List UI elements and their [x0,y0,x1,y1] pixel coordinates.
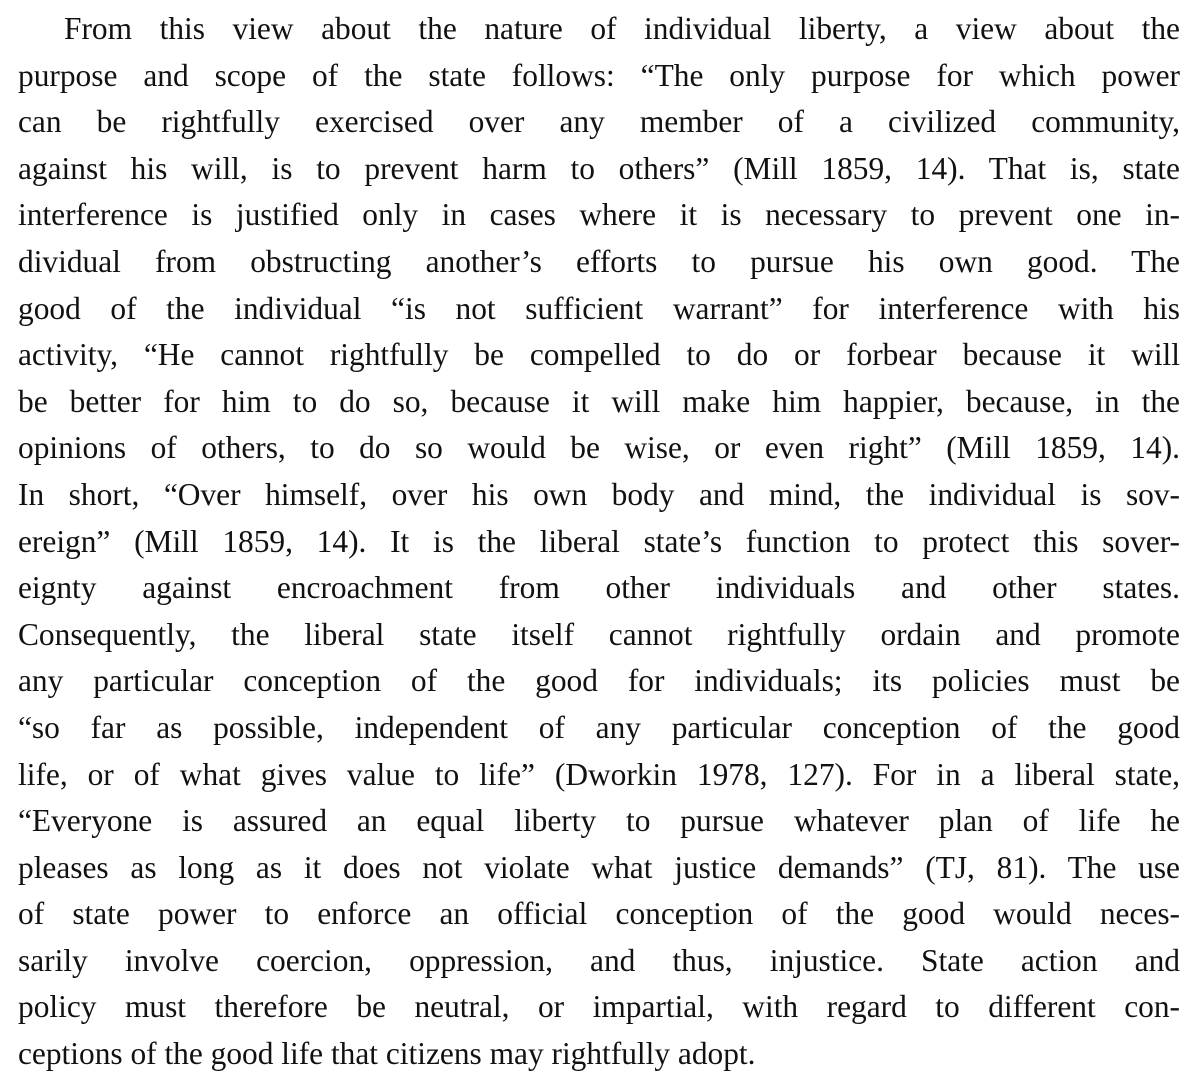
text-line: any particular conception of the good for individuals; its policies must be [18,663,1180,699]
text-line: “Everyone is assured an equal liberty to pursue whatever plan of life he [18,803,1180,839]
text-line: sarily involve coercion, oppression, and thus, injustice. State action and [18,942,1180,978]
text-line: interference is justified only in cases where it is necessary to prevent one in- [18,197,1180,233]
text-line: “so far as possible, independent of any particular conception of the good [18,709,1180,745]
text-line: opinions of others, to do so would be wise, or even right” (Mill 1859, 14). [18,430,1180,466]
text-line: of state power to enforce an official conception of the good would neces- [18,896,1180,932]
document-page [18,6,1180,1078]
text-line: purpose and scope of the state follows: “The only purpose for which power [18,57,1180,93]
body-paragraph [18,6,1180,1078]
text-line: life, or of what gives value to life” (Dworkin 1978, 127). For in a liberal state, [18,756,1180,792]
text-line: can be rightfully exercised over any member of a civilized community, [18,104,1180,140]
text-line: ceptions of the good life that citizens may rightfully adopt. [18,1036,756,1072]
text-line: against his will, is to prevent harm to others” (Mill 1859, 14). That is, state [18,150,1180,186]
text-line: good of the individual “is not sufficient warrant” for interference with his [18,290,1180,326]
text-line: activity, “He cannot rightfully be compelled to do or forbear because it will [18,337,1180,373]
text-line: dividual from obstructing another’s efforts to pursue his own good. The [18,243,1180,279]
text-line: policy must therefore be neutral, or impartial, with regard to different con- [18,989,1180,1025]
text-line: Consequently, the liberal state itself cannot rightfully ordain and promote [18,616,1180,652]
text-line: In short, “Over himself, over his own body and mind, the individual is sov- [18,476,1180,512]
text-line: eignty against encroachment from other individuals and other states. [18,570,1180,606]
text-line: pleases as long as it does not violate what justice demands” (TJ, 81). The use [18,849,1180,885]
text-line: ereign” (Mill 1859, 14). It is the liberal state’s function to protect this sover- [18,523,1180,559]
text-line: be better for him to do so, because it will make him happier, because, in the [18,383,1180,419]
text-line: From this view about the nature of individual liberty, a view about the [64,11,1180,46]
